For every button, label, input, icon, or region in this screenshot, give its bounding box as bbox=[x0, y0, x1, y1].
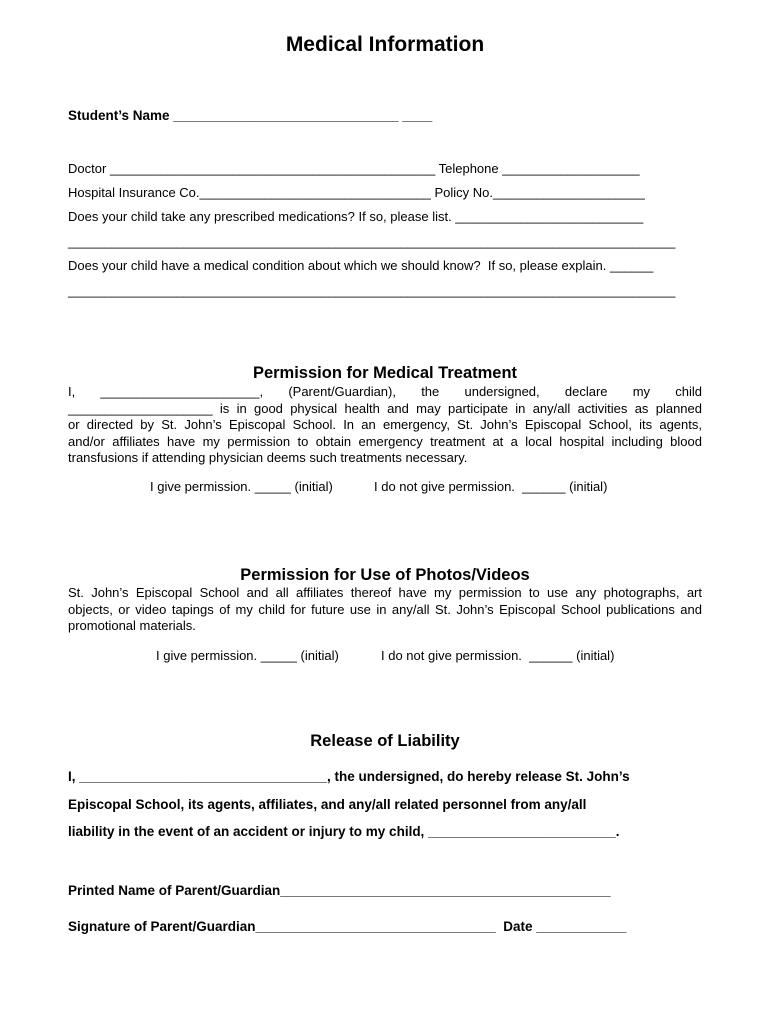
student-name-field[interactable]: Student’s Name ______________________________ ____ bbox=[68, 108, 433, 123]
page-title: Medical Information bbox=[285, 33, 485, 56]
medical-treatment-paragraph bbox=[68, 384, 702, 467]
photos-videos-line: St. John’s Episcopal School and all affiliates thereof have my permission to use any photographs, art bbox=[68, 585, 702, 600]
doctor-telephone-field[interactable]: Doctor _____________________________________________ Telephone ___________________ bbox=[68, 161, 640, 176]
medical-deny-permission-initial[interactable]: I do not give permission. ______ (initial) bbox=[374, 479, 608, 494]
medical-treatment-line: or directed by St. John’s Episcopal School. In an emergency, St. John’s Episcopal School, its agents, bbox=[68, 417, 702, 432]
medical-treatment-line[interactable]: I, ______________________, (Parent/Guardian), the undersigned, declare my child bbox=[68, 384, 702, 399]
medical-condition-blank-line[interactable]: ____________________________________________________________________________________ bbox=[68, 283, 676, 298]
medical-give-permission-initial[interactable]: I give permission. _____ (initial) bbox=[150, 479, 333, 494]
release-line: Episcopal School, its agents, affiliates, and any/all related personnel from any/all bbox=[68, 797, 587, 812]
medical-condition-question[interactable]: Does your child have a medical condition about which we should know? If so, please explain. ______ bbox=[68, 258, 654, 273]
photos-deny-permission-initial[interactable]: I do not give permission. ______ (initial) bbox=[381, 648, 615, 663]
medical-treatment-line[interactable]: ____________________ is in good physical health and may participate in any/all activities as planned bbox=[68, 400, 702, 416]
signature-date-field[interactable]: Signature of Parent/Guardian________________________________ Date ____________ bbox=[68, 919, 627, 934]
photos-give-permission-initial[interactable]: I give permission. _____ (initial) bbox=[156, 648, 339, 663]
medications-question[interactable]: Does your child take any prescribed medications? If so, please list. __________________________ bbox=[68, 209, 644, 224]
photos-videos-line: objects, or video tapings of my child for future use in any/all St. John’s Episcopal School publications and bbox=[68, 601, 702, 617]
release-line-name[interactable]: I, _________________________________, the undersigned, do hereby release St. John’s bbox=[68, 769, 630, 784]
printed-name-field[interactable]: Printed Name of Parent/Guardian____________________________________________ bbox=[68, 883, 611, 898]
medications-blank-line[interactable]: ____________________________________________________________________________________ bbox=[68, 234, 676, 249]
medical-treatment-line: transfusions if attending physician deems such treatments necessary. bbox=[68, 450, 468, 465]
medical-treatment-heading: Permission for Medical Treatment bbox=[252, 364, 518, 382]
photos-videos-paragraph bbox=[68, 585, 702, 635]
medical-treatment-line: and/or affiliates have my permission to obtain emergency treatment at a local hospital including blood bbox=[68, 433, 702, 449]
release-line-child[interactable]: liability in the event of an accident or injury to my child, _________________________. bbox=[68, 824, 620, 839]
photos-videos-heading: Permission for Use of Photos/Videos bbox=[240, 566, 530, 584]
photos-videos-line: promotional materials. bbox=[68, 618, 196, 633]
hospital-policy-field[interactable]: Hospital Insurance Co.________________________________ Policy No._____________________ bbox=[68, 185, 645, 200]
release-heading: Release of Liability bbox=[310, 732, 460, 750]
